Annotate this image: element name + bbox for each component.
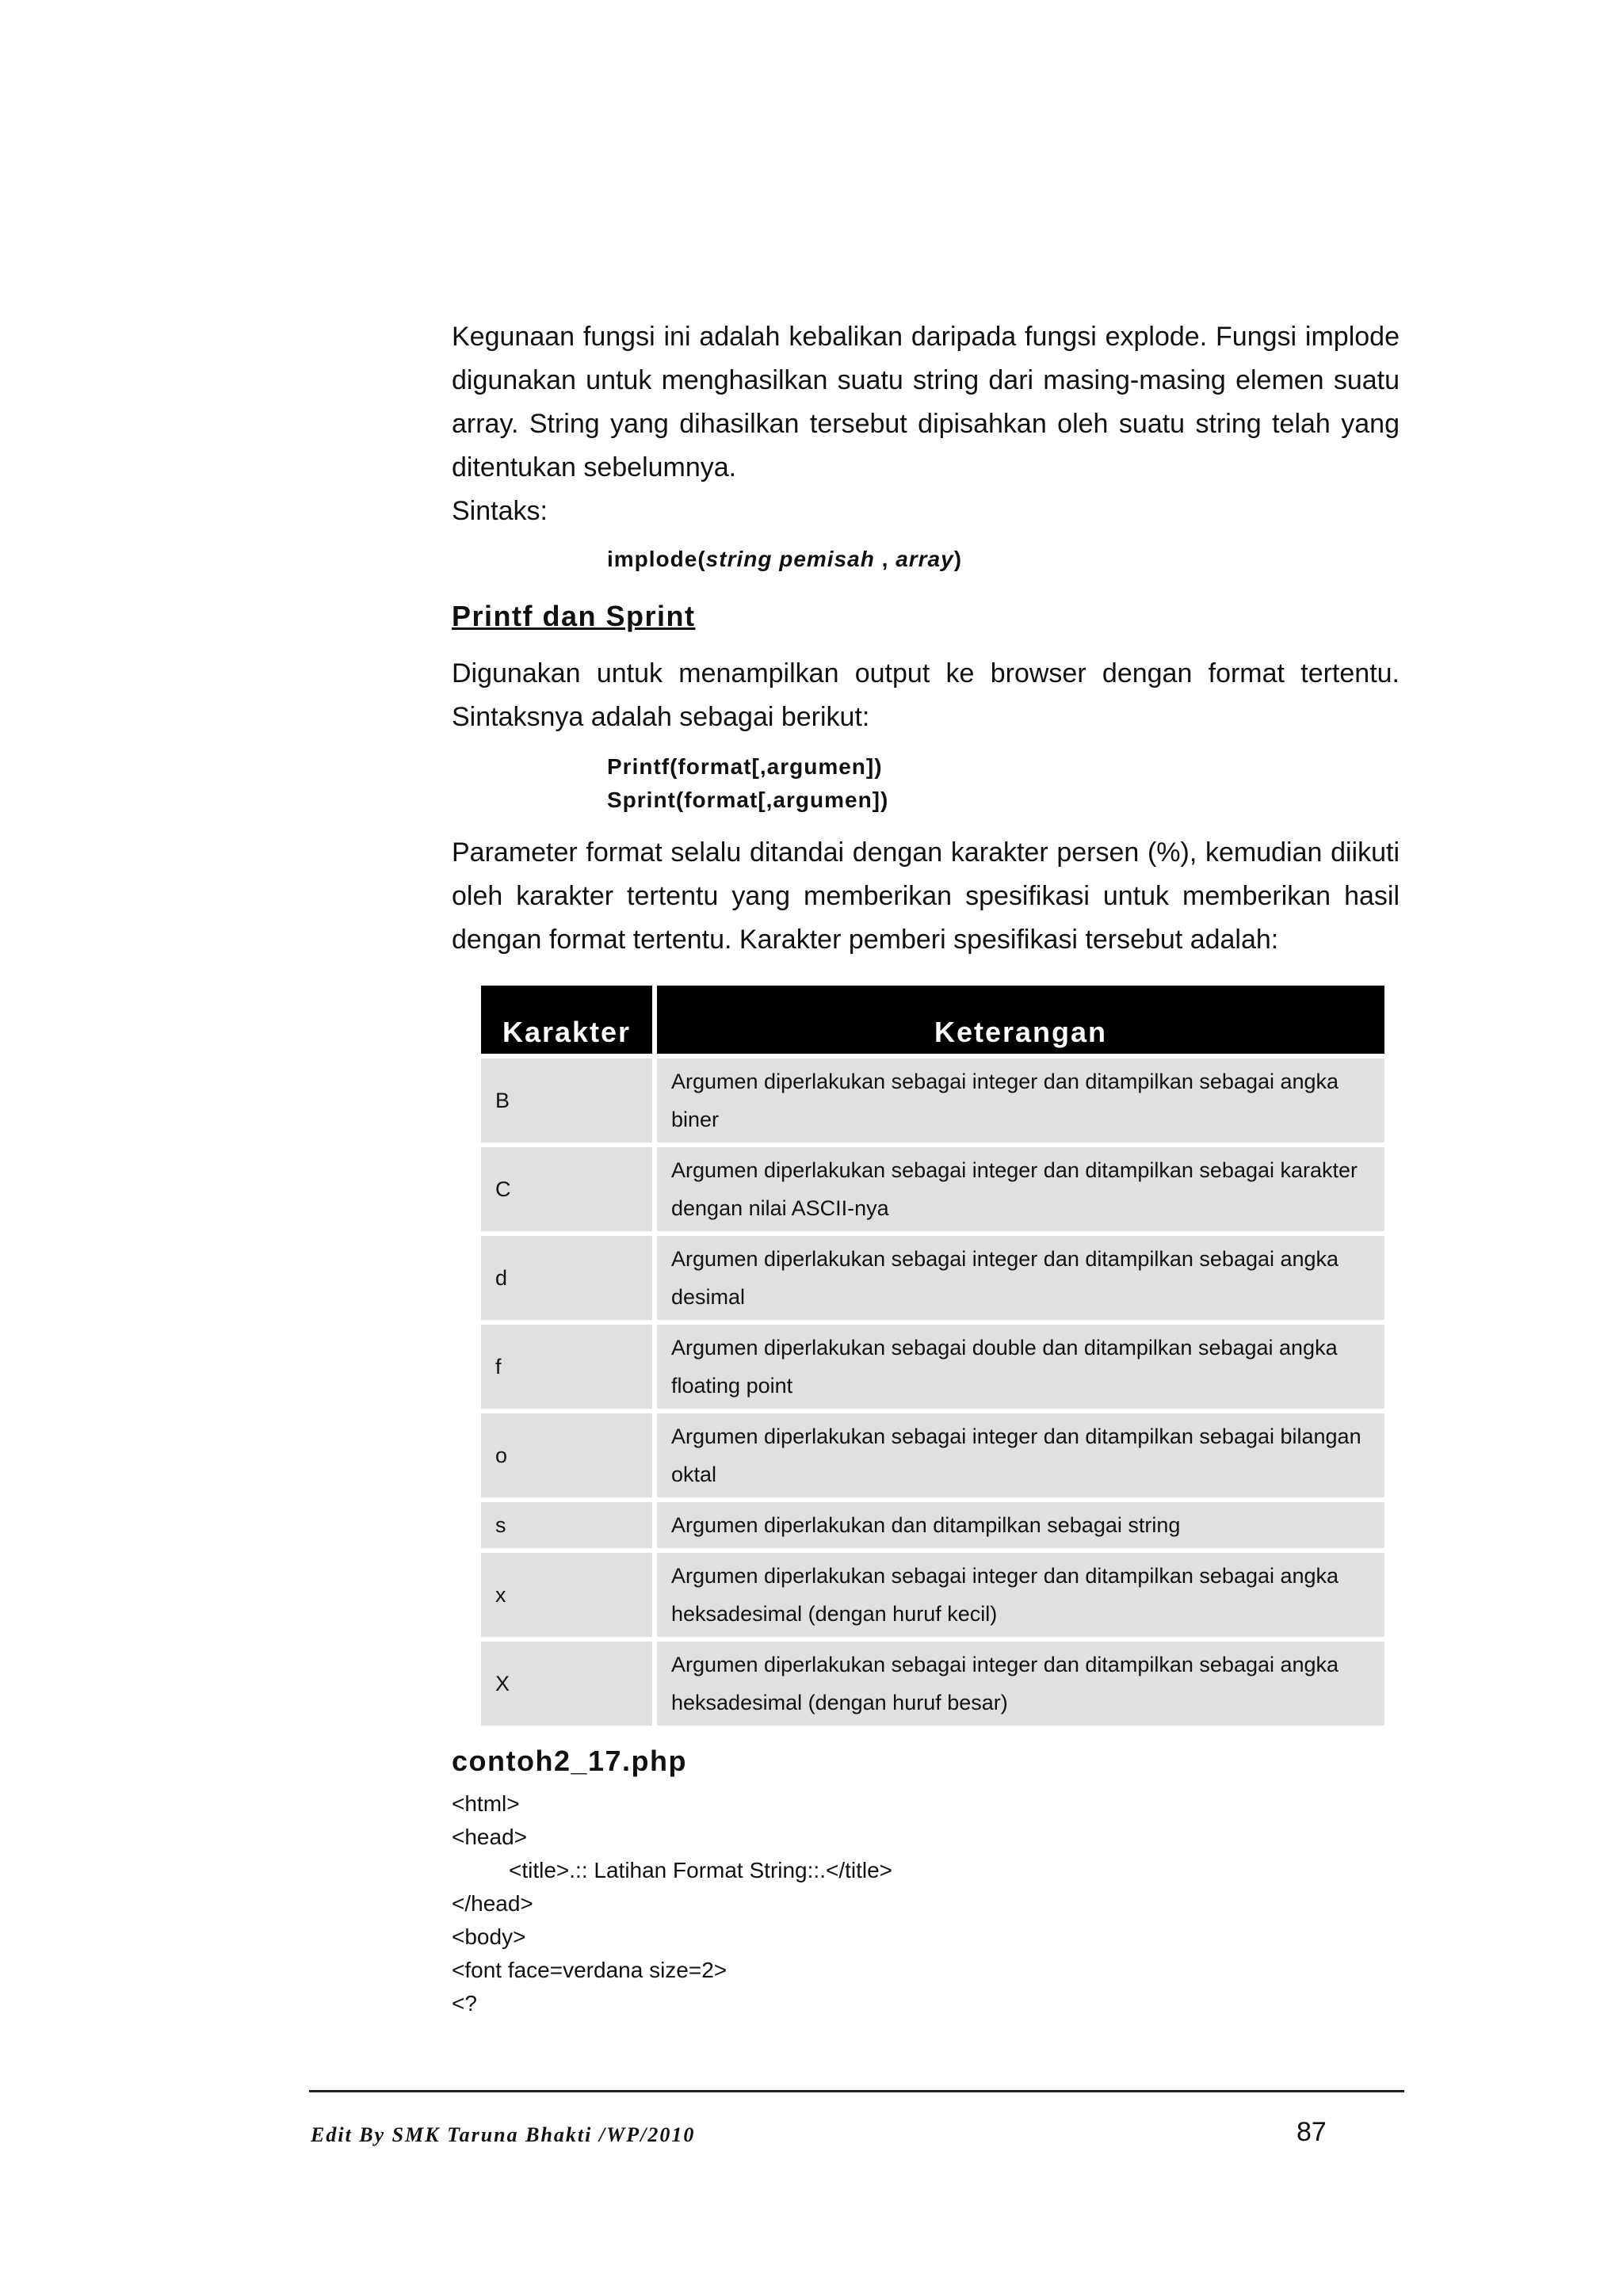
code-line: <head>: [452, 1825, 527, 1849]
printf-syntax: Printf(format[,argumen]): [607, 754, 883, 779]
cell-karakter: B: [481, 1058, 652, 1142]
table-header-row: [481, 986, 1384, 1054]
printf-section-heading: Printf dan Sprint: [452, 600, 696, 632]
implode-close: ): [953, 547, 963, 571]
cell-karakter: d: [481, 1236, 652, 1320]
cell-karakter: X: [481, 1642, 652, 1726]
footer-divider: [309, 2090, 1404, 2092]
parameter-paragraph: Parameter format selalu ditandai dengan karakter persen (%), kemudian diikuti oleh karakter tertentu yang memberikan spesifikasi untuk memberikan hasil dengan format tertentu. Karakter pemberi spesifikasi tersebut adalah:: [452, 837, 1400, 955]
table-row: [481, 1236, 1384, 1320]
implode-arg-separator: string pemisah: [705, 547, 875, 571]
table-row: [481, 1147, 1384, 1231]
cell-keterangan: Argumen diperlakukan sebagai integer dan ditampilkan sebagai angka biner: [657, 1058, 1384, 1142]
table-row: [481, 1058, 1384, 1142]
printf-paragraph: Digunakan untuk menampilkan output ke browser dengan format tertentu. Sintaksnya adalah sebagai berikut:: [452, 658, 1400, 732]
page-number: 87: [1296, 2117, 1327, 2147]
implode-comma: ,: [874, 547, 896, 571]
syntax-label: Sintaks:: [452, 496, 548, 526]
cell-keterangan: Argumen diperlakukan sebagai integer dan ditampilkan sebagai angka heksadesimal (dengan huruf besar): [657, 1642, 1384, 1726]
implode-fn: implode(: [607, 547, 706, 571]
cell-keterangan: Argumen diperlakukan dan ditampilkan sebagai string: [657, 1502, 1384, 1548]
printf-syntax-block: [452, 750, 1400, 817]
cell-keterangan: Argumen diperlakukan sebagai integer dan ditampilkan sebagai karakter dengan nilai ASCII-nya: [657, 1147, 1384, 1231]
intro-paragraph: Kegunaan fungsi ini adalah kebalikan daripada fungsi explode. Fungsi implode digunakan untuk menghasilkan suatu string dari masing-masing elemen suatu array. String yang dihasilkan tersebut dipisahkan oleh suatu string telah yang ditentukan sebelumnya.: [452, 322, 1400, 482]
header-keterangan: Keterangan: [657, 986, 1384, 1054]
cell-karakter: x: [481, 1553, 652, 1637]
code-line: <?: [452, 1991, 477, 2016]
cell-karakter: s: [481, 1502, 652, 1548]
cell-keterangan: Argumen diperlakukan sebagai integer dan ditampilkan sebagai angka heksadesimal (dengan huruf kecil): [657, 1553, 1384, 1637]
example-code-block: [452, 1787, 1400, 2020]
cell-keterangan: Argumen diperlakukan sebagai double dan ditampilkan sebagai angka floating point: [657, 1325, 1384, 1409]
header-karakter: Karakter: [481, 986, 652, 1054]
format-spec-table: [476, 981, 1389, 1730]
table-row: [481, 1642, 1384, 1726]
cell-keterangan: Argumen diperlakukan sebagai integer dan ditampilkan sebagai angka desimal: [657, 1236, 1384, 1320]
cell-karakter: C: [481, 1147, 652, 1231]
implode-syntax: [607, 543, 1400, 576]
page-content: [452, 315, 1400, 2020]
code-line: <title>.:: Latihan Format String::.</title>: [509, 1858, 893, 1882]
table-row: [481, 1502, 1384, 1548]
cell-keterangan: Argumen diperlakukan sebagai integer dan ditampilkan sebagai bilangan oktal: [657, 1413, 1384, 1497]
table-row: [481, 1325, 1384, 1409]
table-row: [481, 1553, 1384, 1637]
footer-credit: Edit By SMK Taruna Bhakti /WP/2010: [311, 2123, 696, 2146]
code-line: </head>: [452, 1891, 533, 1916]
cell-karakter: f: [481, 1325, 652, 1409]
example-filename: contoh2_17.php: [452, 1745, 688, 1777]
code-line: <html>: [452, 1791, 520, 1816]
code-line: <body>: [452, 1924, 526, 1949]
code-line: <font face=verdana size=2>: [452, 1958, 727, 1982]
table-row: [481, 1413, 1384, 1497]
sprint-syntax: Sprint(format[,argumen]): [607, 788, 889, 812]
implode-arg-array: array: [896, 547, 954, 571]
cell-karakter: o: [481, 1413, 652, 1497]
